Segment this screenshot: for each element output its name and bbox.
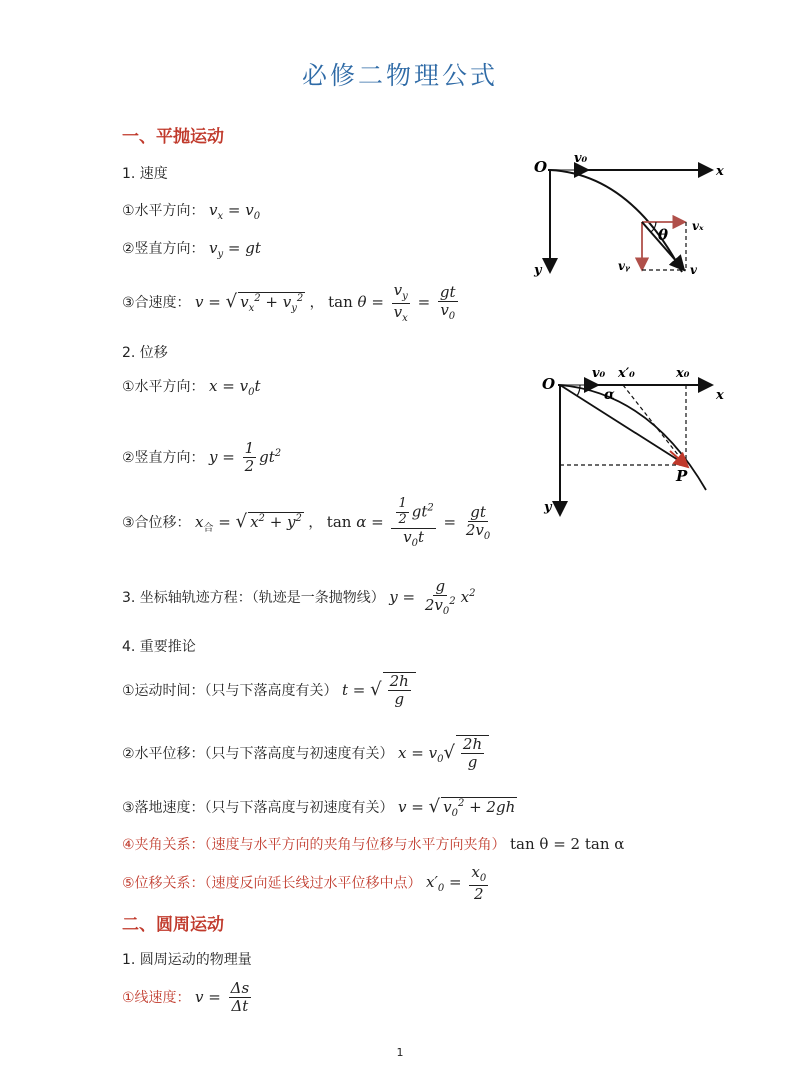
displacement-diagram [520, 355, 740, 525]
inference-angle-label: ④夹角关系：（速度与水平方向的夹角与位移与水平方向夹角） [122, 837, 506, 853]
displacement-line [560, 385, 686, 465]
diagram1-x-label: x [716, 164, 724, 179]
velocity-vertical-label: ②竖直方向： [122, 241, 205, 257]
formula-time: t = √ $\frac{2h}{g}$ [342, 681, 416, 699]
formula-tan-theta: tan θ = $\frac{v_y}{v_x}$ = $\frac{gt}{v_0}$ [328, 281, 456, 324]
formula-hdisp: $x = v_0√$ $\frac{2h}{g}$ [398, 744, 489, 762]
page-number: 1 [396, 1046, 404, 1059]
diagram2-origin-label: O [542, 375, 556, 393]
formula-v-combined: v = √ $v_x^2 + v_y^2$ [195, 291, 304, 314]
formula-x: $x = v_0t$ [209, 377, 261, 398]
diagram1-v0-label: v₀ [574, 151, 588, 166]
displacement-vertical-label: ②竖直方向： [122, 449, 205, 466]
displacement-horizontal-label: ①水平方向： [122, 379, 205, 395]
inferences-heading: 4. 重要推论 [122, 639, 196, 655]
inference-angle-row [122, 834, 624, 854]
inference-midpoint-label: ⑤位移关系：（速度反向延长线过水平位移中点） [122, 875, 422, 892]
velocity-vertical-row [122, 238, 261, 260]
displacement-combined-row: ③合位移： $x_合$ = √ $x^2 + y^2$ ， tan α = $\frac{1}{2}$ $gt^2$ $v_0t$ = $\frac{gt}{2v_0}$ [122, 497, 495, 549]
diagram1-y-label: y [534, 263, 542, 278]
diagram1-theta-label: θ [658, 226, 669, 244]
displacement-horizontal-row [122, 376, 260, 398]
diagram2-alpha-label: α [604, 387, 615, 403]
formula-s-combined: $x_合$ = √ $x^2 + y^2$ [195, 511, 302, 535]
page-title: 必修二物理公式 [301, 61, 498, 90]
diagram2-p-label: P [676, 467, 688, 485]
inference-landing-label: ③落地速度：（只与下落高度与初速度有关） [122, 800, 394, 816]
diagram2-x-label: x [716, 388, 724, 403]
velocity-combined-label: ③合速度： [122, 295, 191, 311]
diagram2-x0p-label: x′₀ [618, 366, 635, 381]
formula-vx: $v_x = v_0$ [209, 201, 261, 222]
tangent-extension [623, 385, 686, 465]
inference-landing-row [122, 796, 517, 819]
formula-landing: v = √ $v_0^2 + 2gh$ [398, 796, 516, 819]
diagram2-x0-label: x₀ [676, 366, 690, 381]
inference-time-label: ①运动时间：（只与下落高度有关） [122, 682, 338, 699]
linear-speed-row [122, 980, 254, 1016]
section-heading-projectile: 一、平抛运动 [122, 127, 224, 147]
diagram1-vy-label: vᵧ [618, 259, 630, 273]
diagram1-vx-label: vₓ [692, 219, 704, 233]
trajectory-curve [550, 170, 682, 272]
velocity-heading: 1. 速度 [122, 166, 168, 182]
trajectory-label: 3. 坐标轴轨迹方程：（轨迹是一条抛物线） [122, 589, 385, 606]
formula-angle: tan θ = 2 tan α [510, 835, 625, 853]
displacement-combined-label: ③合位移： [122, 515, 191, 532]
diagram2-y-label: y [544, 500, 552, 515]
formula-trajectory: y = $\frac{g}{2v_0^2}$ $x^2$ [389, 577, 476, 618]
velocity-horizontal-row [122, 200, 260, 222]
formula-linear-speed: v = $\frac{\Delta s}{\Delta t}$ [195, 979, 250, 1016]
inference-time-row [122, 672, 416, 709]
diagram1-v-label: v [690, 263, 697, 277]
velocity-combined-row: ③合速度： v = √ $v_x^2 + v_y^2$ ， tan θ = $\frac{v_y}{v_x}$ = $\frac{gt}{v_0}$ [122, 282, 461, 324]
linear-speed-label: ①线速度： [122, 989, 191, 1006]
inference-midpoint-row [122, 864, 491, 903]
displacement-vertical-row [122, 440, 281, 476]
formula-tan-alpha: tan α = $\frac{1}{2}$ $gt^2$ $v_0t$ = $\frac{gt}{2v_0}$ [326, 496, 491, 549]
formula-vy: $v_y$ = gt [209, 239, 261, 260]
inference-hdisp-row [122, 735, 489, 772]
circular-subheading: 1. 圆周运动的物理量 [122, 952, 252, 968]
diagram1-origin-label: O [534, 158, 548, 176]
displacement-heading: 2. 位移 [122, 345, 168, 361]
inference-hdisp-label: ②水平位移：（只与下落高度与初速度有关） [122, 745, 394, 762]
formula-midpoint: $x'_0$ = $\frac{x_0}{2}$ [426, 863, 487, 903]
velocity-diagram [520, 140, 740, 290]
trajectory-row [122, 578, 475, 618]
diagram2-v0-label: v₀ [592, 366, 606, 381]
section-heading-circular: 二、圆周运动 [122, 915, 224, 935]
formula-y: y = $\frac{1}{2}$ $gt^2$ [209, 439, 282, 476]
velocity-horizontal-label: ①水平方向： [122, 203, 205, 219]
